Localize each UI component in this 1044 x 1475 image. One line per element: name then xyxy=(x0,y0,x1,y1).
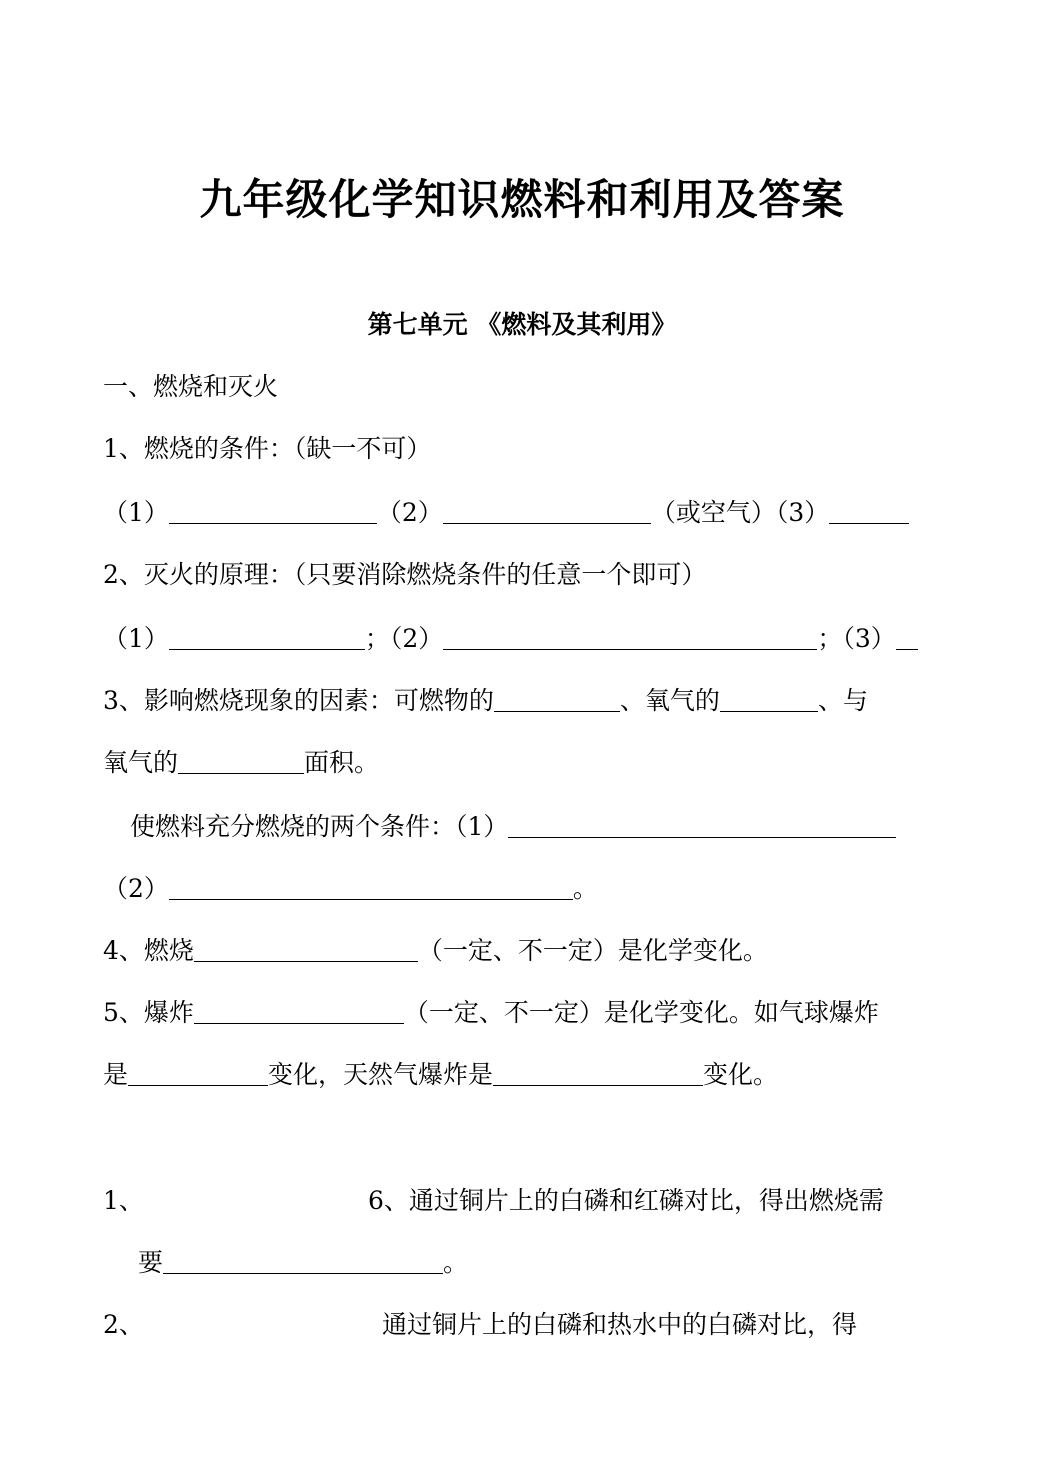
q5-text-c: 是 xyxy=(103,1060,129,1089)
question-2-label: 2、灭火的原理：（只要消除燃烧条件的任意一个即可） xyxy=(103,560,707,589)
blank-line[interactable] xyxy=(443,497,651,524)
blank-line[interactable] xyxy=(493,1059,703,1086)
q3-text-g: （2） xyxy=(103,874,169,903)
question-6-line-2 xyxy=(138,1246,468,1280)
blank-line[interactable] xyxy=(178,747,304,774)
q6-text-c: 。 xyxy=(443,1248,469,1277)
blank-line[interactable] xyxy=(508,811,896,838)
blank-line[interactable] xyxy=(194,997,404,1024)
document-title: 九年级化学知识燃料和利用及答案 xyxy=(199,175,845,224)
blank-line[interactable] xyxy=(896,623,918,650)
section-heading: 一、燃烧和灭火 xyxy=(103,372,279,401)
q4-text-a: 4、燃烧 xyxy=(103,936,194,965)
blank-line[interactable] xyxy=(169,873,573,900)
question-1-label: 1、燃烧的条件：（缺一不可） xyxy=(103,434,432,463)
question-3-line-2 xyxy=(103,746,379,780)
blank-line[interactable] xyxy=(720,685,818,712)
q5-text-d: 变化，天然气爆炸是 xyxy=(268,1060,494,1089)
q5-text-a: 5、爆炸 xyxy=(103,998,194,1027)
q3-text-h: 。 xyxy=(572,874,598,903)
blank-line[interactable] xyxy=(169,497,377,524)
question-2-blanks xyxy=(103,622,918,656)
q3-text-c: 、与 xyxy=(817,686,868,715)
blank-line[interactable] xyxy=(163,1247,443,1274)
list-number-2: 2、 xyxy=(103,1310,144,1339)
q1-part-3: （或空气）（3） xyxy=(650,498,830,527)
blank-line[interactable] xyxy=(829,497,909,524)
q3-text-e: 面积。 xyxy=(304,748,380,777)
q3-text-f: 使燃料充分燃烧的两个条件：（1） xyxy=(130,812,509,841)
q3-text-d: 氧气的 xyxy=(103,748,179,777)
q1-part-2: （2） xyxy=(376,498,443,527)
blank-line[interactable] xyxy=(494,685,620,712)
question-1-blanks xyxy=(103,496,909,530)
blank-line[interactable] xyxy=(128,1059,268,1086)
q2-part-1: （1） xyxy=(103,624,169,653)
question-6-line-1: 6、通过铜片上的白磷和红磷对比，得出燃烧需 xyxy=(368,1186,884,1215)
unit-subtitle: 第七单元 《燃料及其利用》 xyxy=(367,310,677,339)
q2-part-3: ；（3） xyxy=(817,624,896,653)
question-3-line-1 xyxy=(103,684,868,718)
q3-text-a: 3、影响燃烧现象的因素：可燃物的 xyxy=(103,686,494,715)
blank-line[interactable] xyxy=(194,935,418,962)
question-5-line-2 xyxy=(103,1058,778,1092)
question-5-line-1 xyxy=(103,996,879,1030)
q5-text-e: 变化。 xyxy=(703,1060,779,1089)
list-number-1: 1、 xyxy=(103,1186,144,1215)
blank-line[interactable] xyxy=(443,623,817,650)
question-3-line-3 xyxy=(130,810,896,844)
question-3-line-4 xyxy=(103,872,598,906)
blank-line[interactable] xyxy=(169,623,365,650)
q4-text-b: （一定、不一定）是化学变化。 xyxy=(417,936,768,965)
q3-text-b: 、氧气的 xyxy=(619,686,720,715)
q1-part-1: （1） xyxy=(103,498,169,527)
q6-text-b: 要 xyxy=(138,1248,164,1277)
q5-text-b: （一定、不一定）是化学变化。如气球爆炸 xyxy=(403,998,879,1027)
question-4 xyxy=(103,934,768,968)
q2-part-2: ；（2） xyxy=(364,624,444,653)
question-6-line-3: 通过铜片上的白磷和热水中的白磷对比，得 xyxy=(382,1310,858,1339)
